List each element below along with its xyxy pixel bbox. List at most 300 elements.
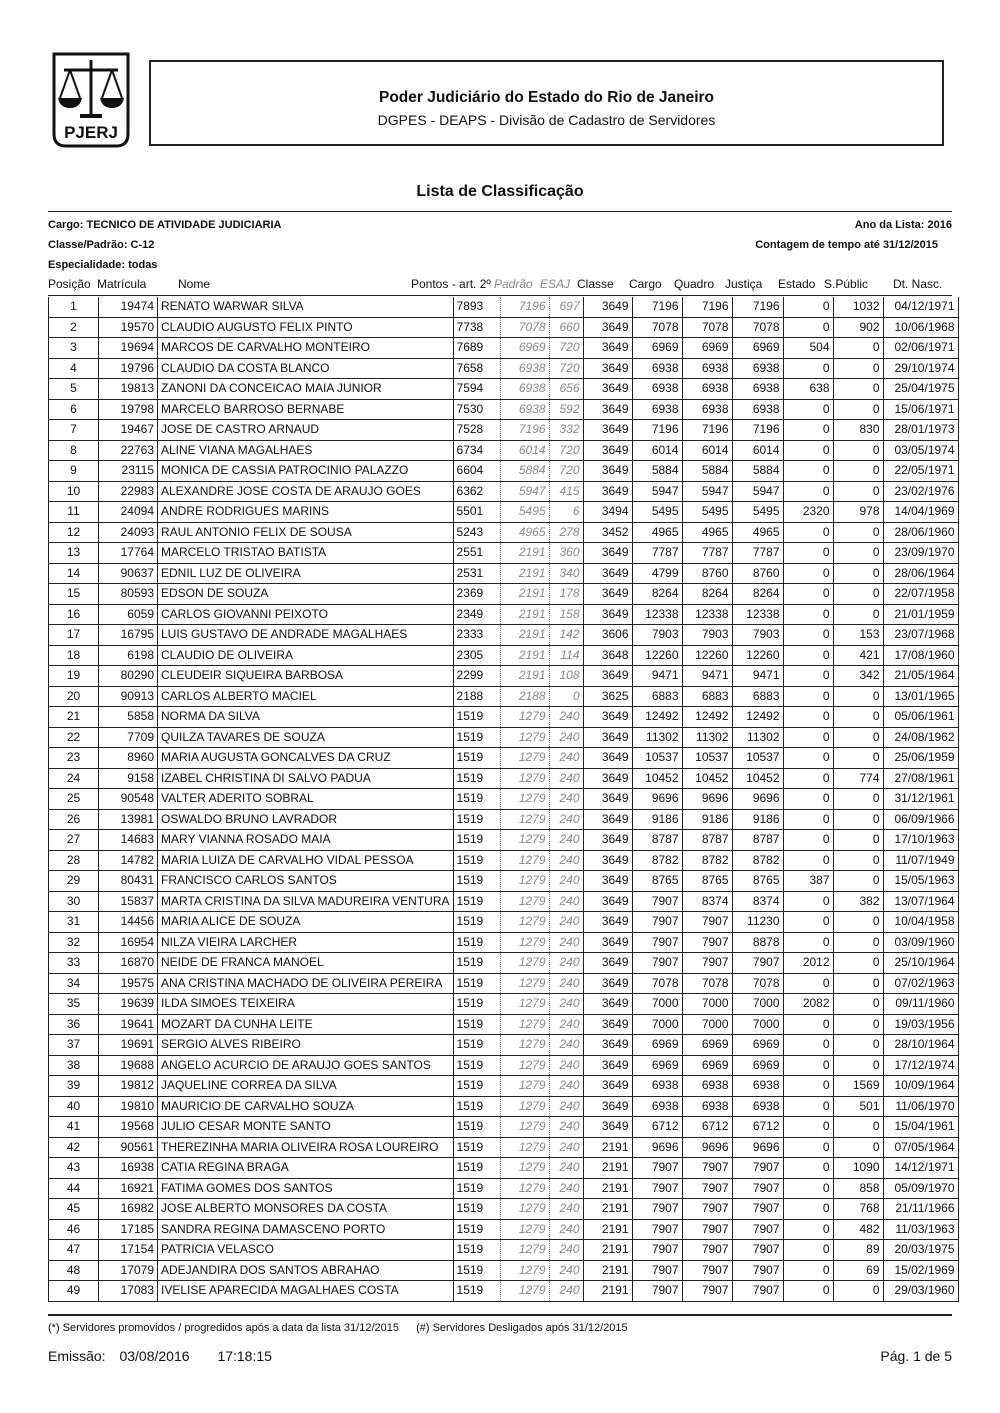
cell-estado: 0 xyxy=(783,420,833,441)
cell-posicao: 36 xyxy=(49,1014,99,1035)
cell-nome: NILZA VIEIRA LARCHER xyxy=(158,932,454,953)
table-row xyxy=(49,871,959,892)
cell-posicao: 2 xyxy=(49,317,99,338)
cell-estado: 0 xyxy=(783,768,833,789)
cell-classe: 3649 xyxy=(583,830,632,851)
cell-justica: 9696 xyxy=(732,1137,783,1158)
cell-matricula: 19568 xyxy=(99,1117,158,1138)
cell-quadro: 7903 xyxy=(682,625,732,646)
cell-spublic: 0 xyxy=(833,994,883,1015)
table-row xyxy=(49,1199,959,1220)
cell-matricula: 16921 xyxy=(99,1178,158,1199)
cell-estado: 0 xyxy=(783,1281,833,1302)
cell-spublic: 0 xyxy=(833,440,883,461)
cell-spublic: 0 xyxy=(833,809,883,830)
table-row xyxy=(49,584,959,605)
cell-classe: 3648 xyxy=(583,645,632,666)
cell-esaj: 660 xyxy=(549,317,583,338)
cell-estado: 0 xyxy=(783,563,833,584)
cell-cargo: 7787 xyxy=(632,543,682,564)
cell-spublic: 382 xyxy=(833,891,883,912)
cell-cargo: 12492 xyxy=(632,707,682,728)
cell-esaj: 142 xyxy=(549,625,583,646)
cell-padrao: 2191 xyxy=(500,604,549,625)
cell-padrao: 2191 xyxy=(500,625,549,646)
cell-padrao: 1279 xyxy=(500,1035,549,1056)
cell-esaj: 340 xyxy=(549,563,583,584)
cell-quadro: 7000 xyxy=(682,994,732,1015)
cell-esaj: 240 xyxy=(549,1219,583,1240)
cell-cargo: 7903 xyxy=(632,625,682,646)
cell-spublic: 0 xyxy=(833,707,883,728)
cell-esaj: 240 xyxy=(549,1076,583,1097)
col-classe: Classe xyxy=(577,277,614,291)
cell-pontos: 1519 xyxy=(453,1014,500,1035)
cell-spublic: 0 xyxy=(833,953,883,974)
cell-estado: 0 xyxy=(783,830,833,851)
emissao xyxy=(48,1348,282,1364)
cell-padrao: 1279 xyxy=(500,1158,549,1179)
cell-spublic: 0 xyxy=(833,522,883,543)
col-dtnasc: Dt. Nasc. xyxy=(893,277,943,291)
cell-nome: OSWALDO BRUNO LAVRADOR xyxy=(158,809,454,830)
cell-justica: 7907 xyxy=(732,1178,783,1199)
page-number: Pág. 1 de 5 xyxy=(880,1348,952,1364)
cell-padrao: 6014 xyxy=(500,440,549,461)
cell-estado: 2082 xyxy=(783,994,833,1015)
cell-spublic: 0 xyxy=(833,1014,883,1035)
cell-posicao: 20 xyxy=(49,686,99,707)
cell-justica: 9471 xyxy=(732,666,783,687)
cell-posicao: 28 xyxy=(49,850,99,871)
cell-esaj: 178 xyxy=(549,584,583,605)
cell-dtnasc: 10/06/1968 xyxy=(883,317,958,338)
cell-posicao: 46 xyxy=(49,1219,99,1240)
cell-justica: 6938 xyxy=(732,358,783,379)
cell-cargo: 7196 xyxy=(632,297,682,317)
cell-padrao: 5495 xyxy=(500,502,549,523)
cell-pontos: 7738 xyxy=(453,317,500,338)
cell-pontos: 1519 xyxy=(453,932,500,953)
cell-pontos: 5501 xyxy=(453,502,500,523)
cell-nome: CLAUDIO DA COSTA BLANCO xyxy=(158,358,454,379)
cell-padrao: 1279 xyxy=(500,994,549,1015)
cell-quadro: 7078 xyxy=(682,317,732,338)
cell-matricula: 19575 xyxy=(99,973,158,994)
cell-classe: 3649 xyxy=(583,358,632,379)
cell-matricula: 6198 xyxy=(99,645,158,666)
cell-posicao: 30 xyxy=(49,891,99,912)
cell-quadro: 7196 xyxy=(682,420,732,441)
cell-estado: 0 xyxy=(783,789,833,810)
table-row xyxy=(49,522,959,543)
cell-quadro: 12338 xyxy=(682,604,732,625)
cell-matricula: 19810 xyxy=(99,1096,158,1117)
cell-padrao: 6938 xyxy=(500,358,549,379)
table-body xyxy=(49,297,959,1301)
cell-pontos: 2333 xyxy=(453,625,500,646)
cell-dtnasc: 15/06/1971 xyxy=(883,399,958,420)
cell-classe: 2191 xyxy=(583,1219,632,1240)
col-nome: Nome xyxy=(178,277,211,291)
cell-cargo: 7907 xyxy=(632,932,682,953)
cell-cargo: 8787 xyxy=(632,830,682,851)
cell-dtnasc: 27/08/1961 xyxy=(883,768,958,789)
cell-classe: 3649 xyxy=(583,666,632,687)
cell-justica: 7907 xyxy=(732,1199,783,1220)
table-row xyxy=(49,789,959,810)
cell-classe: 2191 xyxy=(583,1240,632,1261)
cell-classe: 3649 xyxy=(583,1055,632,1076)
cell-matricula: 22983 xyxy=(99,481,158,502)
cell-justica: 7078 xyxy=(732,317,783,338)
cell-dtnasc: 13/01/1965 xyxy=(883,686,958,707)
cell-esaj: 360 xyxy=(549,543,583,564)
cell-cargo: 4965 xyxy=(632,522,682,543)
cell-spublic: 0 xyxy=(833,1035,883,1056)
cell-esaj: 240 xyxy=(549,727,583,748)
cell-padrao: 2191 xyxy=(500,584,549,605)
table-row xyxy=(49,1260,959,1281)
table-row xyxy=(49,1137,959,1158)
cell-quadro: 9696 xyxy=(682,1137,732,1158)
cell-pontos: 7530 xyxy=(453,399,500,420)
cell-cargo: 10537 xyxy=(632,748,682,769)
cell-justica: 7000 xyxy=(732,1014,783,1035)
table-row xyxy=(49,748,959,769)
cell-matricula: 5858 xyxy=(99,707,158,728)
cell-padrao: 1279 xyxy=(500,768,549,789)
cell-posicao: 7 xyxy=(49,420,99,441)
cell-quadro: 6938 xyxy=(682,358,732,379)
cell-pontos: 1519 xyxy=(453,871,500,892)
cell-esaj: 240 xyxy=(549,953,583,974)
col-spublic: S.Públic xyxy=(824,277,869,291)
cell-pontos: 6734 xyxy=(453,440,500,461)
cell-posicao: 26 xyxy=(49,809,99,830)
cell-matricula: 17185 xyxy=(99,1219,158,1240)
cell-classe: 3649 xyxy=(583,1117,632,1138)
cell-pontos: 1519 xyxy=(453,789,500,810)
pjerj-logo xyxy=(50,52,132,148)
cell-estado: 0 xyxy=(783,707,833,728)
cell-justica: 7907 xyxy=(732,953,783,974)
cell-posicao: 9 xyxy=(49,461,99,482)
cell-quadro: 7907 xyxy=(682,1199,732,1220)
cell-matricula: 19639 xyxy=(99,994,158,1015)
cell-dtnasc: 22/05/1971 xyxy=(883,461,958,482)
cell-matricula: 17079 xyxy=(99,1260,158,1281)
table-row xyxy=(49,563,959,584)
table-row xyxy=(49,686,959,707)
cell-justica: 12492 xyxy=(732,707,783,728)
cell-quadro: 8760 xyxy=(682,563,732,584)
cell-dtnasc: 15/02/1969 xyxy=(883,1260,958,1281)
cell-esaj: 240 xyxy=(549,1260,583,1281)
cell-dtnasc: 07/05/1964 xyxy=(883,1137,958,1158)
table-row xyxy=(49,973,959,994)
cell-classe: 2191 xyxy=(583,1199,632,1220)
cell-classe: 3649 xyxy=(583,584,632,605)
cell-justica: 7078 xyxy=(732,973,783,994)
cell-matricula: 16795 xyxy=(99,625,158,646)
cell-nome: EDNIL LUZ DE OLIVEIRA xyxy=(158,563,454,584)
cell-justica: 6969 xyxy=(732,338,783,359)
cell-nome: MAURICIO DE CARVALHO SOUZA xyxy=(158,1096,454,1117)
cell-matricula: 90637 xyxy=(99,563,158,584)
cell-dtnasc: 22/07/1958 xyxy=(883,584,958,605)
cell-classe: 3649 xyxy=(583,912,632,933)
cell-classe: 3649 xyxy=(583,1014,632,1035)
cell-nome: THEREZINHA MARIA OLIVEIRA ROSA LOUREIRO xyxy=(158,1137,454,1158)
table-row xyxy=(49,399,959,420)
cell-estado: 0 xyxy=(783,1076,833,1097)
cell-dtnasc: 14/12/1971 xyxy=(883,1158,958,1179)
cell-quadro: 7907 xyxy=(682,1260,732,1281)
cell-cargo: 7907 xyxy=(632,953,682,974)
cell-dtnasc: 23/09/1970 xyxy=(883,543,958,564)
cell-dtnasc: 29/03/1960 xyxy=(883,1281,958,1302)
cell-cargo: 4799 xyxy=(632,563,682,584)
cell-quadro: 6712 xyxy=(682,1117,732,1138)
cell-justica: 7907 xyxy=(732,1219,783,1240)
cell-esaj: 240 xyxy=(549,1281,583,1302)
cell-cargo: 12338 xyxy=(632,604,682,625)
cell-matricula: 80290 xyxy=(99,666,158,687)
cell-classe: 2191 xyxy=(583,1260,632,1281)
cell-spublic: 0 xyxy=(833,1137,883,1158)
cell-justica: 6938 xyxy=(732,1096,783,1117)
cell-matricula: 19688 xyxy=(99,1055,158,1076)
cell-pontos: 1519 xyxy=(453,1240,500,1261)
cell-quadro: 6883 xyxy=(682,686,732,707)
cell-classe: 3649 xyxy=(583,317,632,338)
cell-classe: 3649 xyxy=(583,953,632,974)
cell-padrao: 1279 xyxy=(500,748,549,769)
cell-pontos: 1519 xyxy=(453,1199,500,1220)
cell-classe: 2191 xyxy=(583,1158,632,1179)
cell-quadro: 7907 xyxy=(682,1240,732,1261)
cell-posicao: 23 xyxy=(49,748,99,769)
table-row xyxy=(49,1096,959,1117)
cell-nome: MARTA CRISTINA DA SILVA MADUREIRA VENTURA xyxy=(158,891,454,912)
cell-esaj: 240 xyxy=(549,973,583,994)
cell-spublic: 774 xyxy=(833,768,883,789)
cell-esaj: 158 xyxy=(549,604,583,625)
cell-padrao: 1279 xyxy=(500,850,549,871)
cell-quadro: 12260 xyxy=(682,645,732,666)
cell-cargo: 8782 xyxy=(632,850,682,871)
cell-cargo: 10452 xyxy=(632,768,682,789)
cell-dtnasc: 28/06/1960 xyxy=(883,522,958,543)
cell-cargo: 7907 xyxy=(632,912,682,933)
cell-matricula: 14456 xyxy=(99,912,158,933)
cell-classe: 3649 xyxy=(583,850,632,871)
cell-classe: 3649 xyxy=(583,440,632,461)
cell-estado: 0 xyxy=(783,625,833,646)
cell-matricula: 17764 xyxy=(99,543,158,564)
cell-quadro: 7907 xyxy=(682,932,732,953)
cell-padrao: 1279 xyxy=(500,1076,549,1097)
cell-padrao: 2188 xyxy=(500,686,549,707)
cell-nome: MOZART DA CUNHA LEITE xyxy=(158,1014,454,1035)
cell-classe: 3649 xyxy=(583,727,632,748)
cell-matricula: 16982 xyxy=(99,1199,158,1220)
cell-spublic: 0 xyxy=(833,932,883,953)
table-row xyxy=(49,953,959,974)
cell-esaj: 240 xyxy=(549,1199,583,1220)
cell-estado: 0 xyxy=(783,1117,833,1138)
cell-estado: 0 xyxy=(783,1240,833,1261)
cell-posicao: 5 xyxy=(49,379,99,400)
cell-pontos: 2349 xyxy=(453,604,500,625)
cell-estado: 0 xyxy=(783,1199,833,1220)
table-row xyxy=(49,1178,959,1199)
cell-nome: MARIA LUIZA DE CARVALHO VIDAL PESSOA xyxy=(158,850,454,871)
table-row xyxy=(49,1117,959,1138)
cell-nome: MARCELO BARROSO BERNABE xyxy=(158,399,454,420)
cell-spublic: 0 xyxy=(833,686,883,707)
cell-estado: 0 xyxy=(783,932,833,953)
cell-esaj: 240 xyxy=(549,1035,583,1056)
cell-matricula: 7709 xyxy=(99,727,158,748)
cell-justica: 12260 xyxy=(732,645,783,666)
cell-cargo: 9186 xyxy=(632,809,682,830)
cell-dtnasc: 04/12/1971 xyxy=(883,297,958,317)
cell-padrao: 1279 xyxy=(500,1240,549,1261)
cell-quadro: 9471 xyxy=(682,666,732,687)
cell-esaj: 240 xyxy=(549,707,583,728)
cell-dtnasc: 09/11/1960 xyxy=(883,994,958,1015)
cell-spublic: 0 xyxy=(833,338,883,359)
table-row xyxy=(49,1281,959,1302)
cell-padrao: 1279 xyxy=(500,912,549,933)
cell-posicao: 42 xyxy=(49,1137,99,1158)
cell-posicao: 37 xyxy=(49,1035,99,1056)
cell-matricula: 19691 xyxy=(99,1035,158,1056)
cell-pontos: 7594 xyxy=(453,379,500,400)
cell-matricula: 14782 xyxy=(99,850,158,871)
cell-classe: 3606 xyxy=(583,625,632,646)
cell-justica: 6883 xyxy=(732,686,783,707)
cell-quadro: 4965 xyxy=(682,522,732,543)
cell-matricula: 15837 xyxy=(99,891,158,912)
cell-nome: EDSON DE SOUZA xyxy=(158,584,454,605)
cell-justica: 5947 xyxy=(732,481,783,502)
cell-cargo: 7000 xyxy=(632,1014,682,1035)
cell-nome: MARCOS DE CARVALHO MONTEIRO xyxy=(158,338,454,359)
table-row xyxy=(49,543,959,564)
table-row xyxy=(49,379,959,400)
cell-pontos: 1519 xyxy=(453,912,500,933)
cell-matricula: 24094 xyxy=(99,502,158,523)
col-esaj: ESAJ xyxy=(540,277,571,291)
cell-classe: 3649 xyxy=(583,932,632,953)
cell-dtnasc: 19/03/1956 xyxy=(883,1014,958,1035)
cell-spublic: 501 xyxy=(833,1096,883,1117)
cell-nome: FATIMA GOMES DOS SANTOS xyxy=(158,1178,454,1199)
cell-dtnasc: 21/11/1966 xyxy=(883,1199,958,1220)
cell-padrao: 1279 xyxy=(500,953,549,974)
cell-dtnasc: 02/06/1971 xyxy=(883,338,958,359)
cell-dtnasc: 03/09/1960 xyxy=(883,932,958,953)
cell-matricula: 19813 xyxy=(99,379,158,400)
cell-quadro: 5947 xyxy=(682,481,732,502)
col-pontos: Pontos - art. 2º xyxy=(411,277,491,291)
note-desligados: (#) Servidores Desligados após 31/12/2015 xyxy=(416,1322,628,1334)
cell-esaj: 332 xyxy=(549,420,583,441)
cell-classe: 3649 xyxy=(583,994,632,1015)
cell-cargo: 9471 xyxy=(632,666,682,687)
cell-pontos: 1519 xyxy=(453,727,500,748)
cell-nome: RAUL ANTONIO FELIX DE SOUSA xyxy=(158,522,454,543)
cell-spublic: 0 xyxy=(833,973,883,994)
cell-justica: 7903 xyxy=(732,625,783,646)
cell-esaj: 720 xyxy=(549,440,583,461)
cell-nome: ILDA SIMOES TEIXEIRA xyxy=(158,994,454,1015)
cell-spublic: 0 xyxy=(833,850,883,871)
cell-spublic: 0 xyxy=(833,584,883,605)
cell-nome: ANGELO ACURCIO DE ARAUJO GOES SANTOS xyxy=(158,1055,454,1076)
cell-esaj: 240 xyxy=(549,1014,583,1035)
cell-esaj: 108 xyxy=(549,666,583,687)
table-row xyxy=(49,830,959,851)
title-rule xyxy=(48,211,952,212)
cell-classe: 3452 xyxy=(583,522,632,543)
cell-estado: 0 xyxy=(783,461,833,482)
cell-esaj: 240 xyxy=(549,809,583,830)
cell-estado: 0 xyxy=(783,1219,833,1240)
table-row xyxy=(49,912,959,933)
cell-nome: CLAUDIO AUGUSTO FELIX PINTO xyxy=(158,317,454,338)
cell-posicao: 41 xyxy=(49,1117,99,1138)
cell-nome: ADEJANDIRA DOS SANTOS ABRAHAO xyxy=(158,1260,454,1281)
cell-classe: 3649 xyxy=(583,789,632,810)
cell-cargo: 7907 xyxy=(632,1158,682,1179)
cell-estado: 0 xyxy=(783,809,833,830)
cell-posicao: 1 xyxy=(49,297,99,317)
cell-spublic: 768 xyxy=(833,1199,883,1220)
cell-classe: 3649 xyxy=(583,379,632,400)
cell-classe: 3649 xyxy=(583,973,632,994)
cell-dtnasc: 21/01/1959 xyxy=(883,604,958,625)
cell-posicao: 34 xyxy=(49,973,99,994)
cell-posicao: 13 xyxy=(49,543,99,564)
cell-nome: NEIDE DE FRANCA MANOEL xyxy=(158,953,454,974)
cell-matricula: 19798 xyxy=(99,399,158,420)
cell-matricula: 9158 xyxy=(99,768,158,789)
cell-quadro: 5495 xyxy=(682,502,732,523)
cell-pontos: 1519 xyxy=(453,1076,500,1097)
cell-quadro: 8374 xyxy=(682,891,732,912)
header-rule xyxy=(48,295,952,296)
cell-spublic: 342 xyxy=(833,666,883,687)
cell-classe: 3649 xyxy=(583,891,632,912)
cell-cargo: 7907 xyxy=(632,1199,682,1220)
cell-esaj: 240 xyxy=(549,871,583,892)
cell-estado: 0 xyxy=(783,481,833,502)
table-row xyxy=(49,317,959,338)
cell-matricula: 16870 xyxy=(99,953,158,974)
cell-matricula: 19641 xyxy=(99,1014,158,1035)
cell-pontos: 1519 xyxy=(453,748,500,769)
cell-justica: 7000 xyxy=(732,994,783,1015)
cell-padrao: 1279 xyxy=(500,1117,549,1138)
cell-dtnasc: 25/06/1959 xyxy=(883,748,958,769)
cell-esaj: 720 xyxy=(549,338,583,359)
cell-cargo: 7078 xyxy=(632,973,682,994)
cell-dtnasc: 23/02/1976 xyxy=(883,481,958,502)
